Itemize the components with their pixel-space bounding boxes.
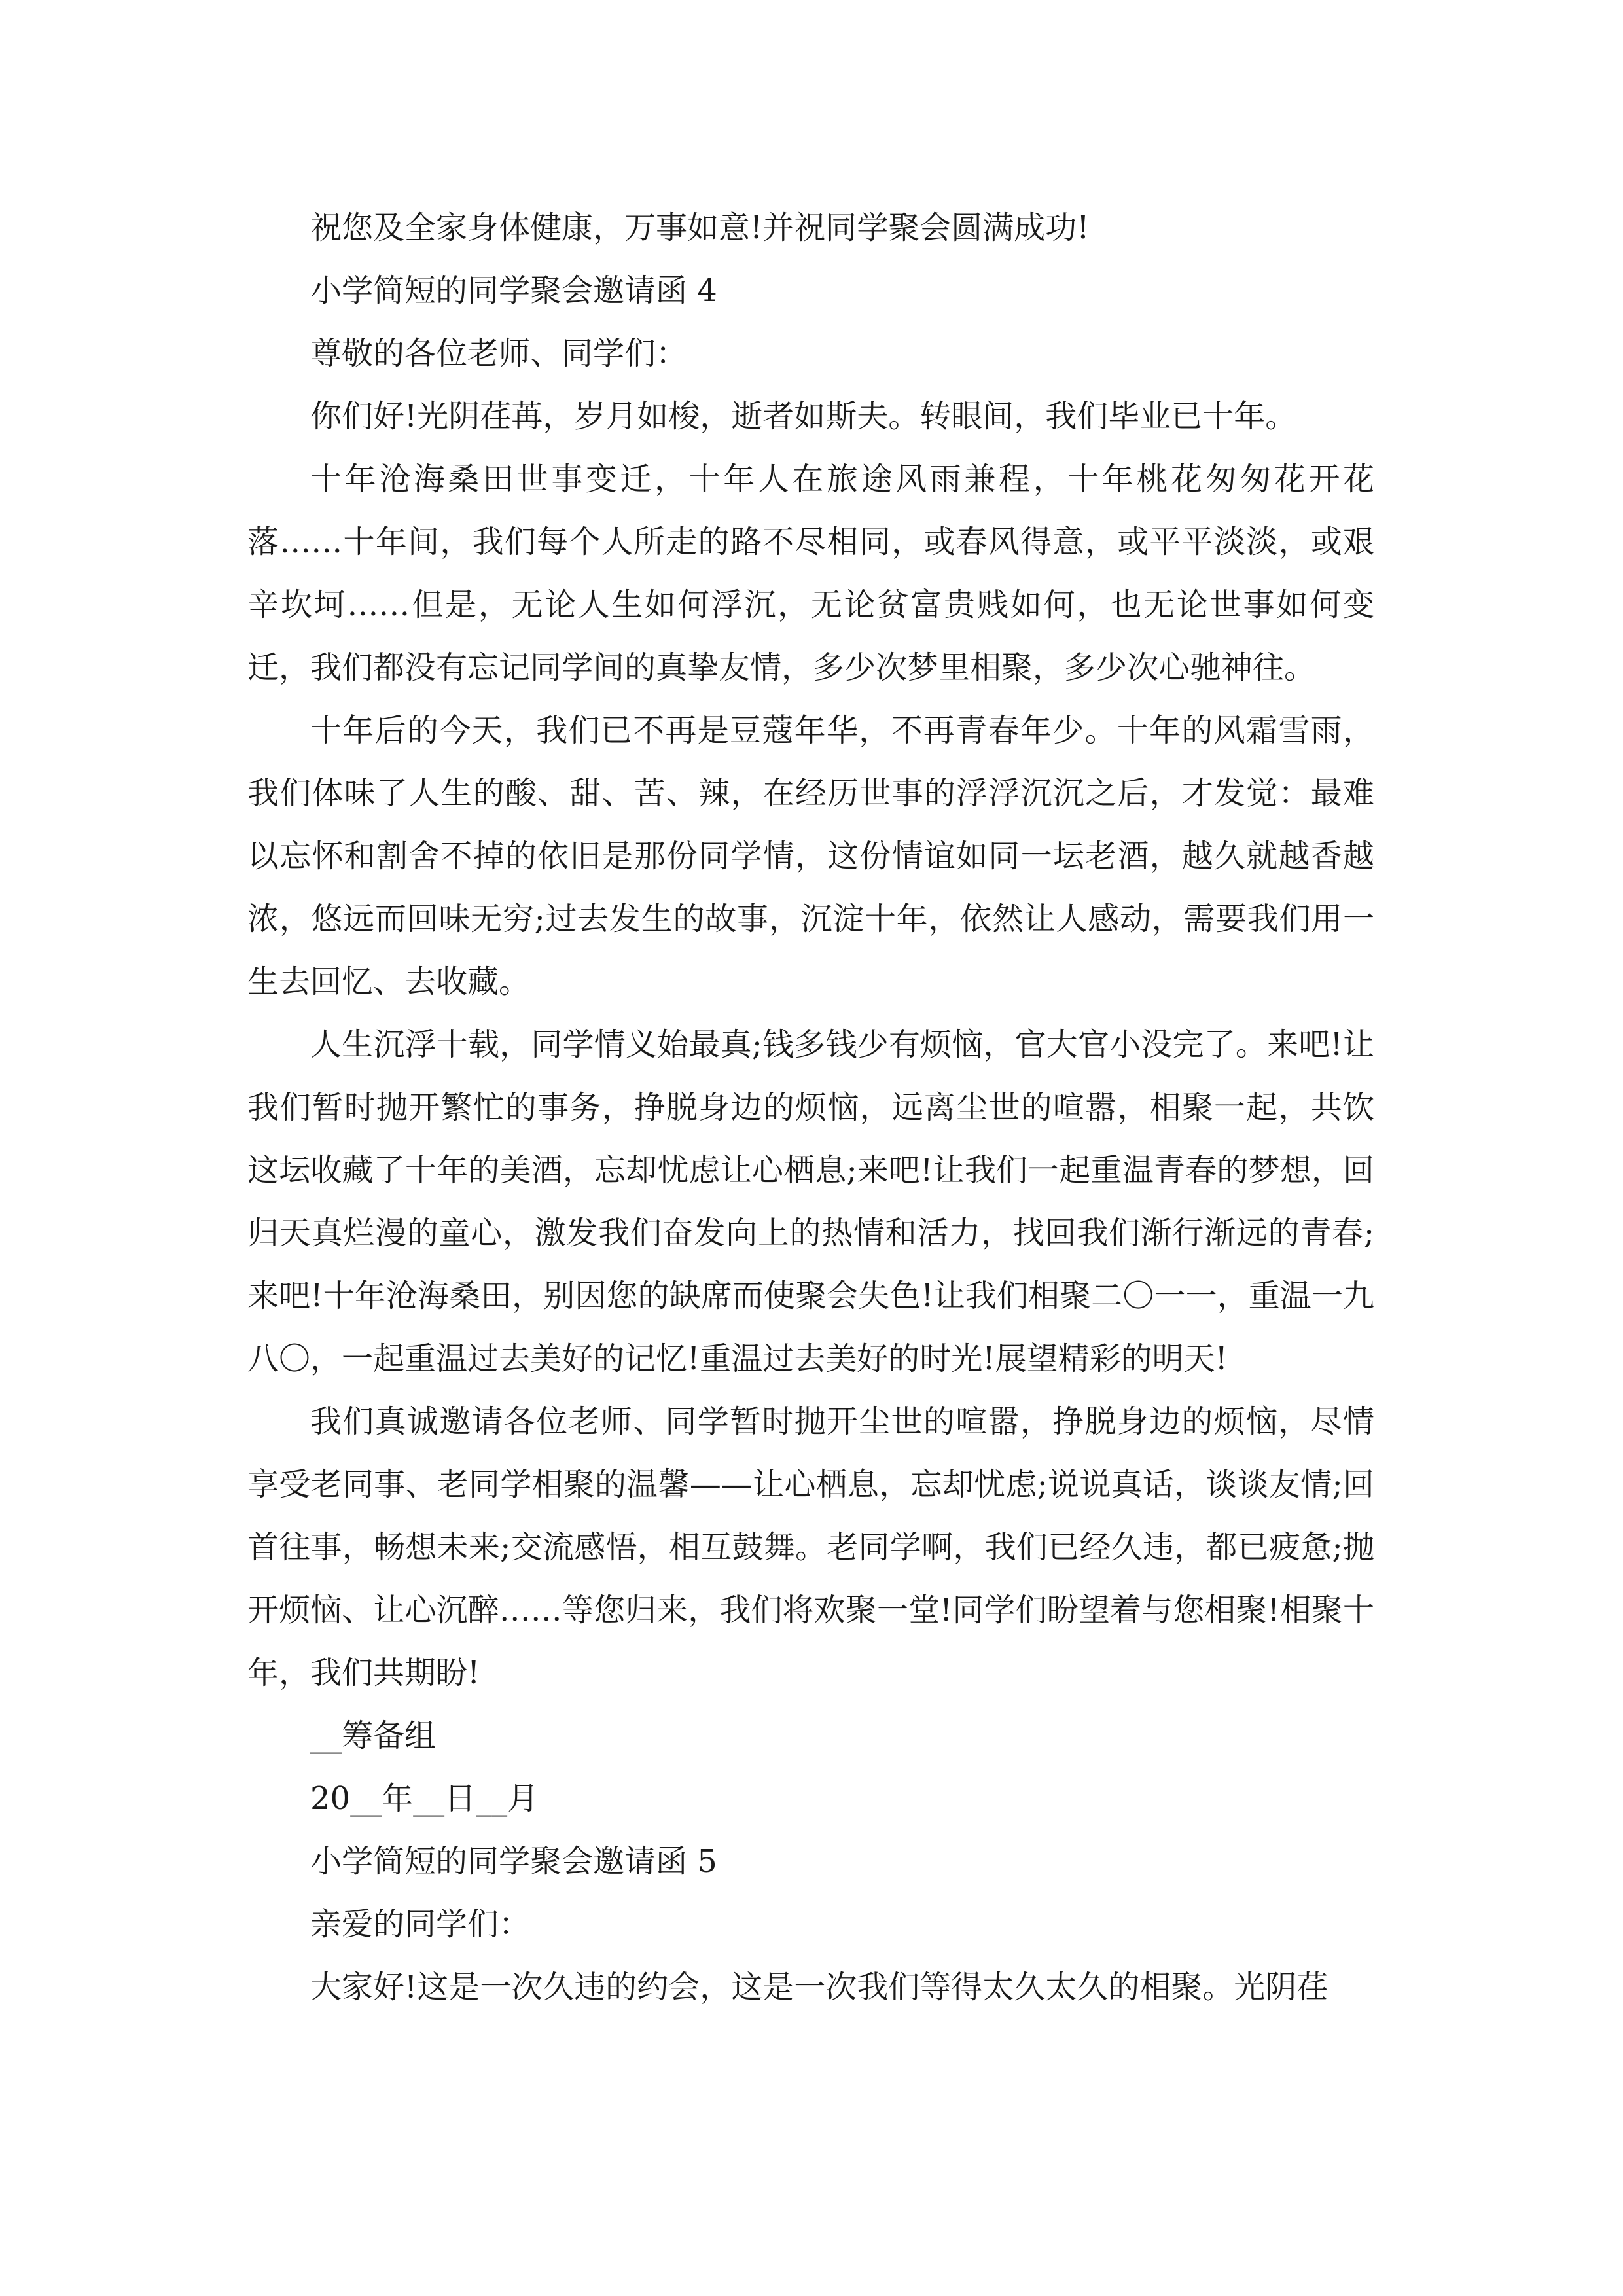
body-paragraph: 我们真诚邀请各位老师、同学暂时抛开尘世的喧嚣，挣脱身边的烦恼，尽情享受老同事、老同学相聚的温馨——让心栖息，忘却忧虑;说说真话，谈谈友情;回首往事，畅想未来;交流感悟，相互鼓舞。老同学啊，我们已经久违，都已疲惫;抛开烦恼、让心沉醉……等您归来，我们将欢聚一堂!同学们盼望着与您相聚!相聚十年，我们共期盼! [247, 1403, 1374, 1691]
body-paragraph: 你们好!光阴荏苒，岁月如梭，逝者如斯夫。转眼间，我们毕业已十年。 [310, 398, 1297, 435]
body-paragraph: 大家好!这是一次久违的约会，这是一次我们等得太久太久的相聚。光阴荏 [310, 1969, 1329, 2005]
body-paragraph: 人生沉浮十载，同学情义始最真;钱多钱少有烦恼，官大官小没完了。来吧!让我们暂时抛开繁忙的事务，挣脱身边的烦恼，远离尘世的喧嚣，相聚一起，共饮这坛收藏了十年的美酒，忘却忧虑让心栖息;来吧!让我们一起重温青春的梦想，回归天真烂漫的童心，激发我们奋发向上的热情和活力，找回我们渐行渐远的青春;来吧!十年沧海桑田，别因您的缺席而使聚会失色!让我们相聚二〇一一，重温一九八〇，一起重温过去美好的记忆!重温过去美好的时光!展望精彩的明天! [247, 1026, 1374, 1377]
body-paragraph: 十年后的今天，我们已不再是豆蔻年华，不再青春年少。十年的风霜雪雨，我们体味了人生的酸、甜、苦、辣，在经历世事的浮浮沉沉之后，才发觉：最难以忘怀和割舍不掉的依旧是那份同学情，这份情谊如同一坛老酒，越久就越香越浓，悠远而回味无穷;过去发生的故事，沉淀十年，依然让人感动，需要我们用一生去回忆、去收藏。 [247, 712, 1374, 1000]
letter-title-5: 小学简短的同学聚会邀请函 5 [310, 1843, 717, 1880]
closing-wish: 祝您及全家身体健康，万事如意!并祝同学聚会圆满成功! [310, 209, 1090, 246]
signature-date: 20__年__日__月 [310, 1780, 539, 1817]
salutation-5: 亲爱的同学们： [310, 1906, 531, 1943]
salutation-4: 尊敬的各位老师、同学们： [310, 335, 688, 372]
signature-committee: __筹备组 [310, 1717, 437, 1754]
document-page [247, 196, 1374, 2018]
letter-title-4: 小学简短的同学聚会邀请函 4 [310, 272, 717, 309]
body-paragraph: 十年沧海桑田世事变迁，十年人在旅途风雨兼程，十年桃花匆匆花开花落……十年间，我们每个人所走的路不尽相同，或春风得意，或平平淡淡，或艰辛坎坷……但是，无论人生如何浮沉，无论贫富贵贱如何，也无论世事如何变迁，我们都没有忘记同学间的真挚友情，多少次梦里相聚，多少次心驰神往。 [247, 461, 1374, 686]
